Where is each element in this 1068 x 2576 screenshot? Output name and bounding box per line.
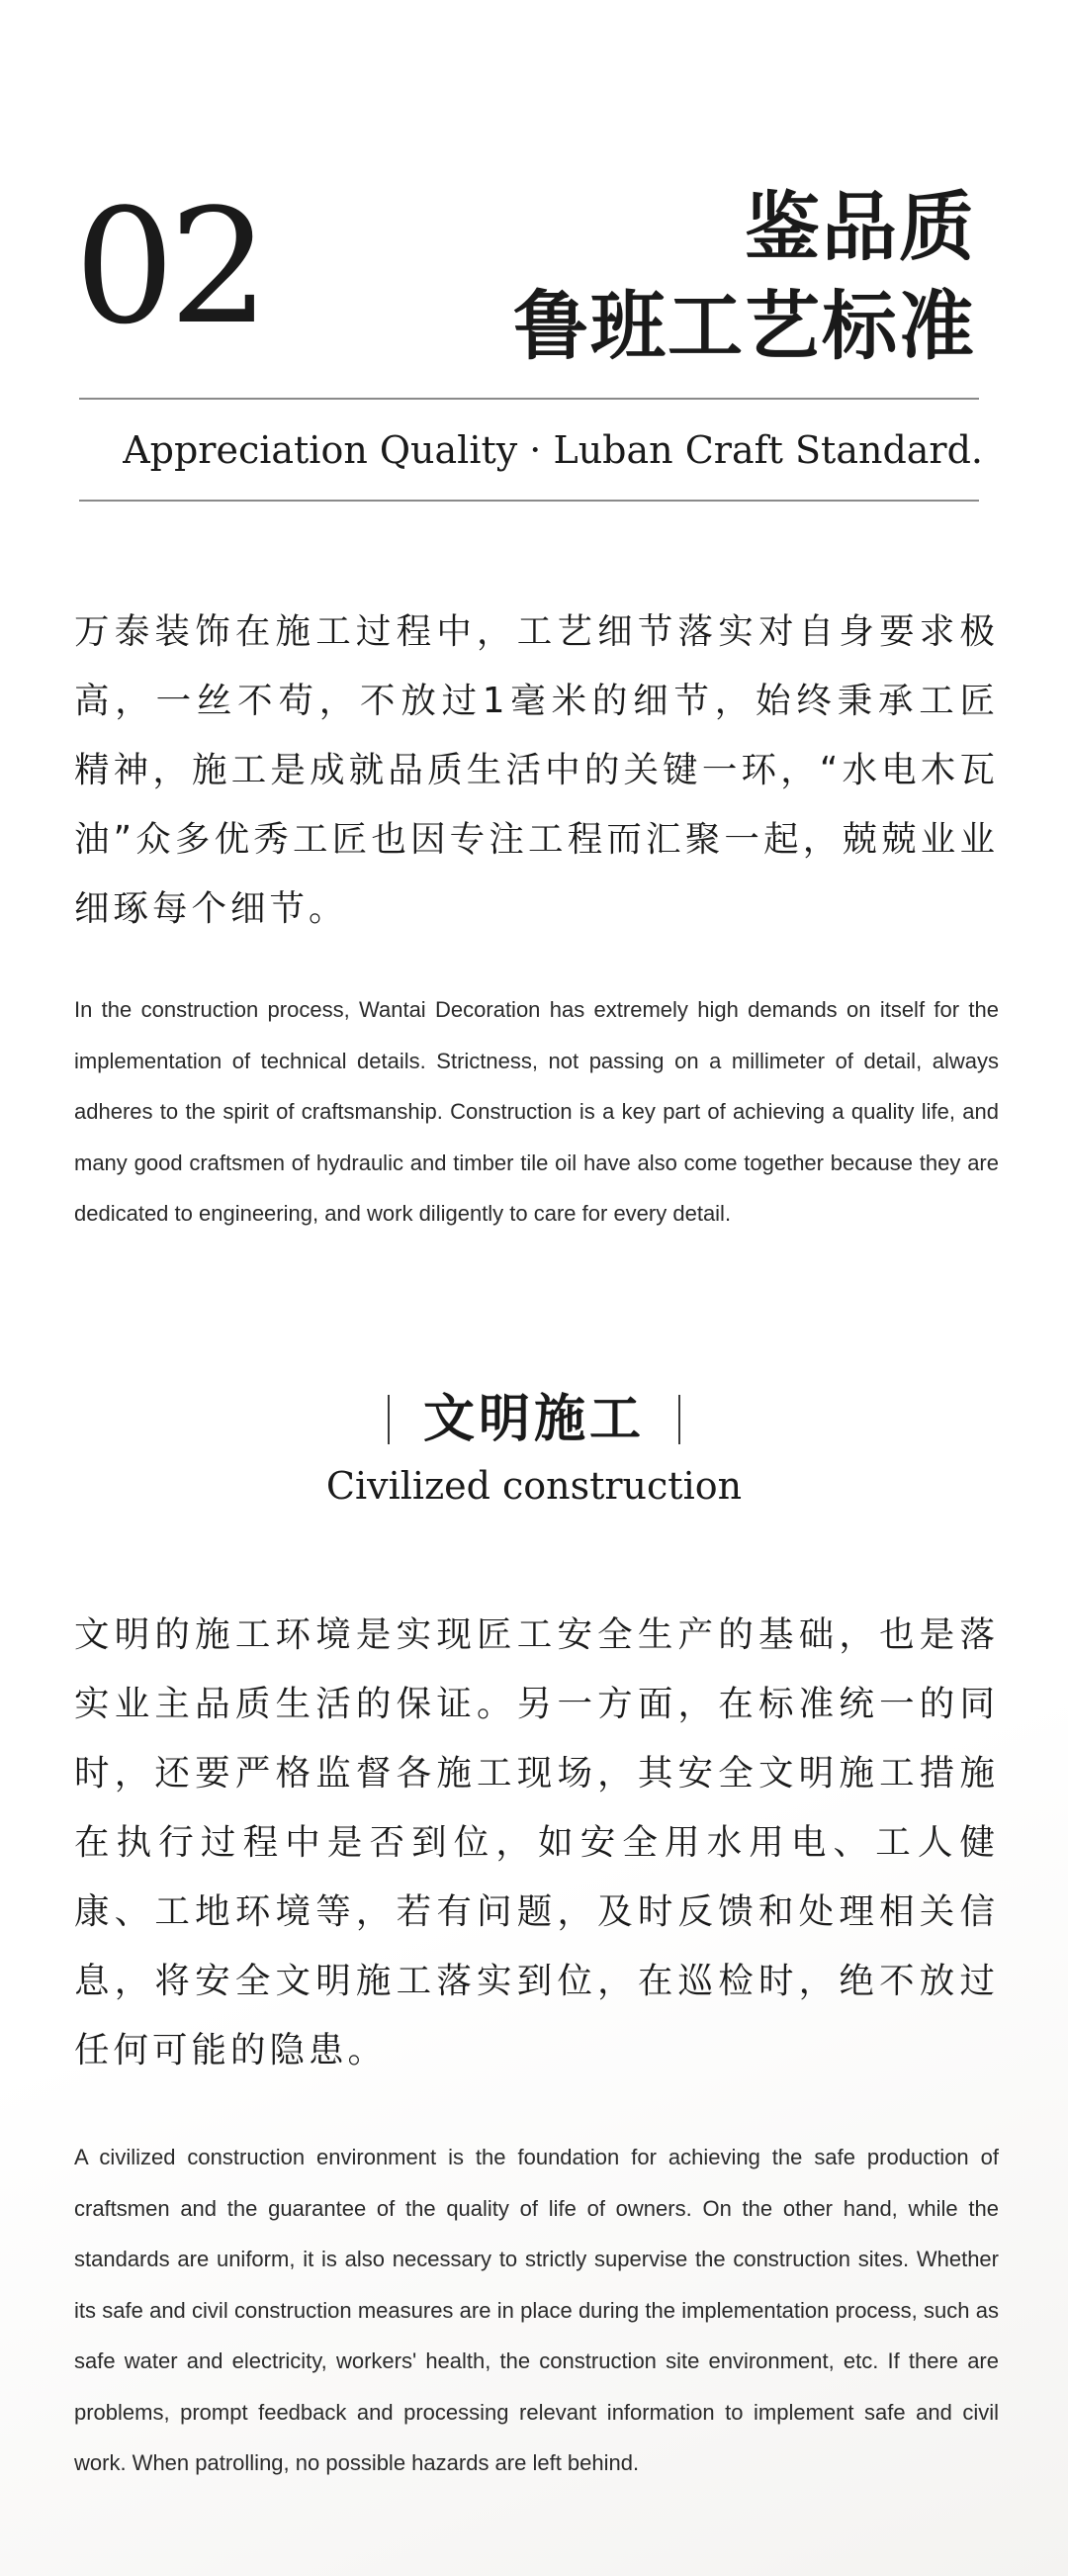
civilized-heading xyxy=(0,1385,1068,1512)
civilized-paragraph-en: A civilized construction environment is the foundation for achieving the safe production of craftsmen and the guarantee of the quality of life of owners. On the other hand, while the standards are uniform, it is also necessary to strictly supervise the construction sites. Whether its safe and civil construction measures are in place during the implementation process, such as safe water and electricity, workers' health, the construction site environment, etc. If there are problems, prompt feedback and processing relevant information to implement safe and civil work. When patrolling, no possible hazards are left behind. xyxy=(74,2145,999,2475)
english-subtitle: Appreciation Quality · Luban Craft Standard. xyxy=(123,428,983,472)
heading-left-bar xyxy=(388,1395,390,1444)
top-divider xyxy=(79,398,979,400)
civilized-paragraph-cn: 文明的施工环境是实现匠工安全生产的基础，也是落实业主品质生活的保证。另一方面，在标准统一的同时，还要严格监督各施工现场，其安全文明施工措施在执行过程中是否到位，如安全用水用电、工人健康、工地环境等，若有问题，及时反馈和处理相关信息，将安全文明施工落实到位，在巡检时，绝不放过任何可能的隐患。 xyxy=(74,1614,999,2070)
intro-paragraph-cn: 万泰装饰在施工过程中，工艺细节落实对自身要求极高，一丝不苟，不放过1毫米的细节，始终秉承工匠精神，施工是成就品质生活中的关键一环，“水电木瓦油”众多优秀工匠也因专注工程而汇聚一起，兢兢业业细琢每个细节。 xyxy=(74,611,999,929)
heading-right-bar xyxy=(678,1395,680,1444)
intro-paragraph-en: In the construction process, Wantai Decoration has extremely high demands on itself for the implementation of technical details. Strictness, not passing on a millimeter of detail, always adheres to the spirit of craftsmanship. Construction is a key part of achieving a quality life, and many good craftsmen of hydraulic and timber tile oil have also come together because they are dedicated to engineering, and work diligently to care for every detail. xyxy=(74,997,999,1226)
civilized-heading-cn: 文明施工 xyxy=(422,1390,645,1449)
bottom-divider xyxy=(79,500,979,502)
civilized-heading-row xyxy=(388,1385,680,1454)
section-title xyxy=(513,178,976,376)
section-header xyxy=(74,148,984,401)
title-line-1: 鉴品质 xyxy=(745,183,976,271)
section-number: 02 xyxy=(74,174,264,359)
civilized-heading-en: Civilized construction xyxy=(325,1464,743,1508)
title-line-2: 鲁班工艺标准 xyxy=(513,282,976,370)
